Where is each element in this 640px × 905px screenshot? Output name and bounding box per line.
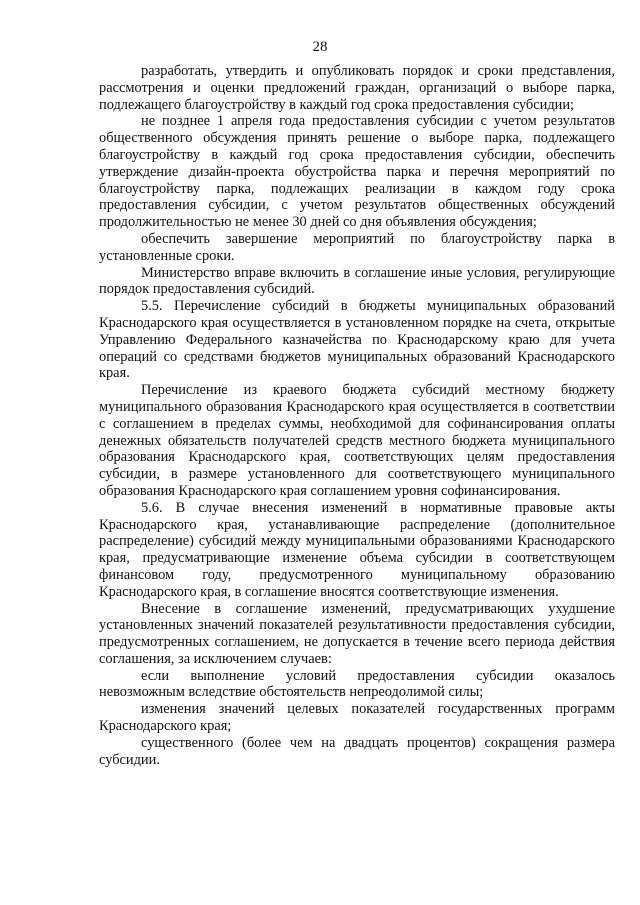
document-body	[99, 63, 615, 768]
paragraph: Перечисление из краевого бюджета субсидий местному бюджету муниципального образования Краснодарского края осуществляется в соответствии с соглашением в пределах суммы, необходимой для софинансирования оплаты денежных обязательств получателей средств местного бюджета муниципального образования Краснодарского края, соответствующих целям предоставления субсидии, в размере установленного для соответствующего муниципального образования Краснодарского края соглашением уровня софинансирования.	[99, 382, 615, 499]
paragraph: изменения значений целевых показателей государственных программ Краснодарского края;	[99, 701, 615, 735]
paragraph: обеспечить завершение мероприятий по благоустройству парка в установленные сроки.	[99, 230, 615, 264]
paragraph: если выполнение условий предоставления субсидии оказалось невозможным вследствие обстоятельств непреодолимой силы;	[99, 667, 615, 701]
paragraph: разработать, утвердить и опубликовать порядок и сроки представления, рассмотрения и оценки предложений граждан, организаций о выборе парка, подлежащего благоустройству в каждый год срока предоставления субсидии;	[99, 63, 615, 113]
paragraph: существенного (более чем на двадцать процентов) сокращения размера субсидии.	[99, 734, 615, 768]
paragraph: не позднее 1 апреля года предоставления субсидии с учетом результатов общественного обсуждения принять решение о выборе парка, подлежащего благоустройству в каждый год срока предоставления субсидии, обеспечить утверждение дизайн-проекта обустройства парка и перечня мероприятий по благоустройству парка, подлежащих реализации в каждом году срока предоставления субсидии, с учетом результатов общественных обсуждений продолжительностью не менее 30 дней со дня объявления обсуждения;	[99, 113, 615, 231]
page-number: 28	[312, 39, 328, 55]
paragraph: 5.6. В случае внесения изменений в нормативные правовые акты Краснодарского края, устанавливающие распределение (дополнительное распределение) субсидий между муниципальными образованиями Краснодарского края, предусматривающие изменение объема субсидии в соответствующем финансовом году, предусмотренного муниципальному образованию Краснодарского края, в соглашение вносятся соответствующие изменения.	[99, 499, 615, 600]
paragraph: Министерство вправе включить в соглашение иные условия, регулирующие порядок предоставления субсидий.	[99, 264, 615, 298]
paragraph: Внесение в соглашение изменений, предусматривающих ухудшение установленных значений показателей результативности предоставления субсидии, предусмотренных соглашением, не допускается в течение всего периода действия соглашения, за исключением случаев:	[99, 600, 615, 667]
paragraph: 5.5. Перечисление субсидий в бюджеты муниципальных образований Краснодарского края осуществляется в установленном порядке на счета, открытые Управлению Федерального казначейства по Краснодарскому краю для учета операций со средствами бюджетов муниципальных образований Краснодарского края.	[99, 298, 615, 382]
